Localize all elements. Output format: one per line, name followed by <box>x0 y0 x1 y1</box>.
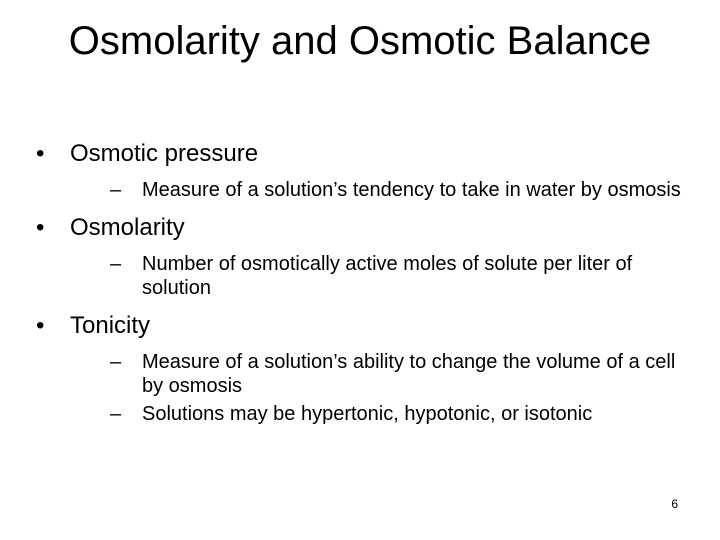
subbullet-text: Measure of a solution’s ability to change the volume of a cell by osmosis <box>142 351 676 397</box>
bullet-item-osmotic-pressure <box>30 140 690 202</box>
subbullet-text: Measure of a solution’s tendency to take in water by osmosis <box>142 179 681 201</box>
dash-icon <box>110 402 121 426</box>
subbullet-list <box>70 178 690 202</box>
slide-title: Osmolarity and Osmotic Balance <box>68 19 652 63</box>
bullet-text: Tonicity <box>70 312 151 339</box>
page-number: 6 <box>671 497 678 511</box>
subbullet-text: Solutions may be hypertonic, hypotonic, or isotonic <box>142 403 593 425</box>
subbullet-list <box>70 350 690 426</box>
subbullet-list <box>70 252 690 300</box>
bullet-text: Osmotic pressure <box>70 140 259 167</box>
bullet-item-tonicity <box>30 312 690 426</box>
subbullet-item <box>70 178 690 202</box>
dash-icon <box>110 252 121 276</box>
subbullet-item <box>70 350 690 398</box>
subbullet-item <box>70 402 690 426</box>
bullet-list <box>30 140 690 438</box>
bullet-item-osmolarity <box>30 214 690 300</box>
dash-icon <box>110 350 121 374</box>
dash-icon <box>110 178 121 202</box>
bullet-text: Osmolarity <box>70 214 185 241</box>
subbullet-text: Number of osmotically active moles of solute per liter of solution <box>142 253 633 299</box>
subbullet-item <box>70 252 690 300</box>
